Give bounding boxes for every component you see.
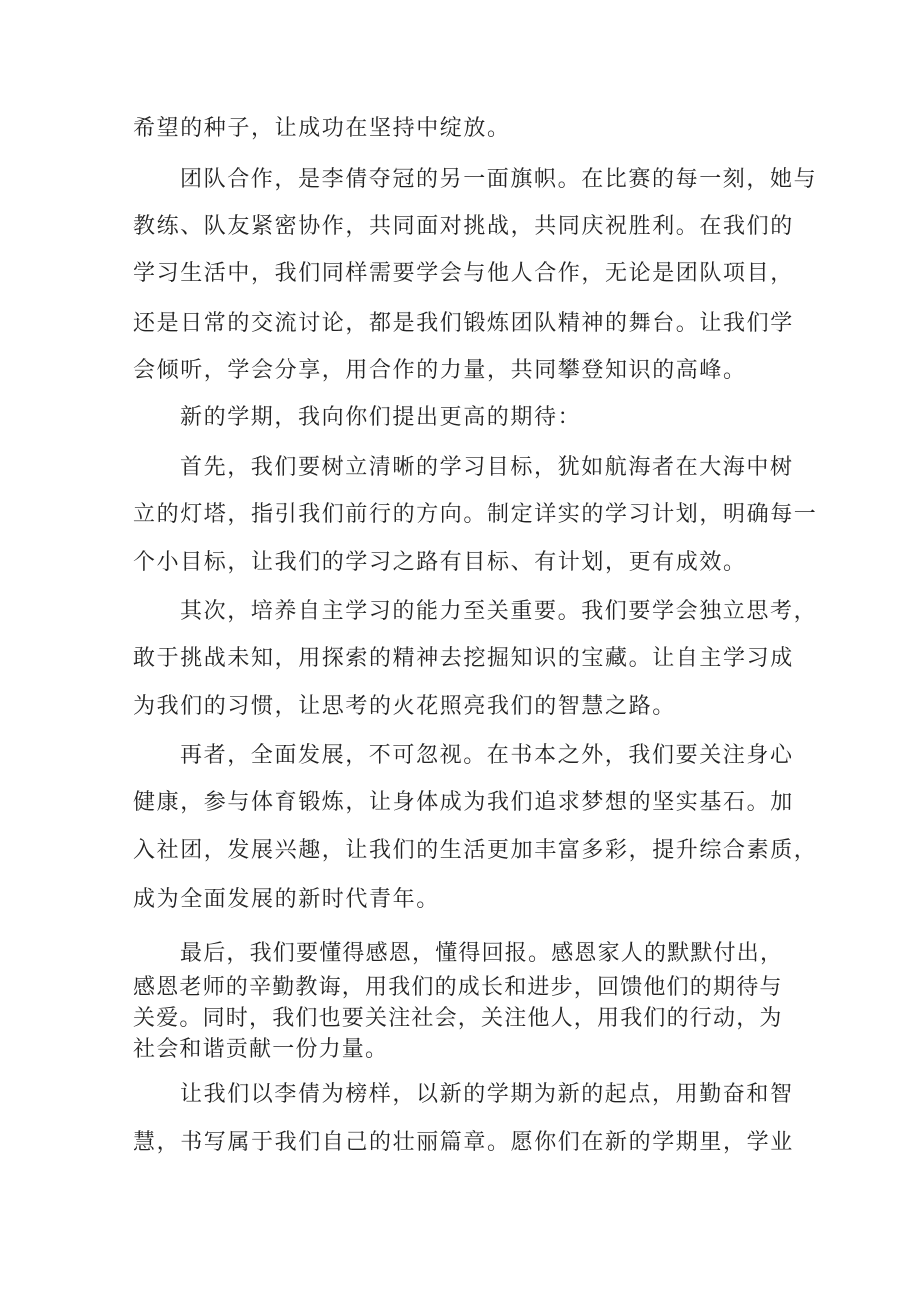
text-line-7: 新的学期，我向你们提出更高的期待： — [180, 405, 582, 430]
text-line-13: 为我们的习惯，让思考的火花照亮我们的智慧之路。 — [133, 694, 676, 719]
text-line-15: 健康，参与体育锻炼，让身体成为我们追求梦想的坚实基石。加 — [133, 790, 794, 815]
text-line-18: 最后，我们要懂得感恩，懂得回报。感恩家人的默默付出， — [180, 941, 784, 966]
text-line-12: 敢于挑战未知，用探索的精神去挖掘知识的宝藏。让自主学习成 — [133, 646, 794, 671]
text-line-14: 再者，全面发展，不可忽视。在书本之外，我们要关注身心 — [180, 743, 794, 768]
text-line-1: 希望的种子，让成功在坚持中绽放。 — [133, 116, 511, 141]
text-line-23: 慧，书写属于我们自己的壮丽篇章。愿你们在新的学期里，学业 — [133, 1130, 794, 1155]
text-line-19: 感恩老师的辛勤教诲，用我们的成长和进步，回馈他们的期待与 — [133, 975, 783, 1000]
text-line-4: 学习生活中，我们同样需要学会与他人合作，无论是团队项目， — [133, 261, 794, 286]
text-line-21: 社会和谐贡献一份力量。 — [133, 1037, 389, 1062]
text-line-22: 让我们以李倩为榜样，以新的学期为新的起点，用勤奋和智 — [180, 1082, 794, 1107]
text-line-9: 立的灯塔，指引我们前行的方向。制定详实的学习计划，明确每一 — [133, 502, 818, 527]
text-line-16: 入社团，发展兴趣，让我们的生活更加丰富多彩，提升综合素质， — [133, 838, 818, 863]
text-line-20: 关爱。同时，我们也要关注社会，关注他人，用我们的行动，为 — [133, 1006, 783, 1031]
text-line-6: 会倾听，学会分享，用合作的力量，共同攀登知识的高峰。 — [133, 358, 747, 383]
text-line-17: 成为全面发展的新时代青年。 — [133, 887, 440, 912]
text-line-8: 首先，我们要树立清晰的学习目标，犹如航海者在大海中树 — [180, 455, 794, 480]
text-line-5: 还是日常的交流讨论，都是我们锻炼团队精神的舞台。让我们学 — [133, 311, 794, 336]
text-line-2: 团队合作，是李倩夺冠的另一面旗帜。在比赛的每一刻，她与 — [180, 167, 818, 192]
text-line-3: 教练、队友紧密协作，共同面对挑战，共同庆祝胜利。在我们的 — [133, 214, 794, 239]
text-line-10: 个小目标，让我们的学习之路有目标、有计划，更有成效。 — [133, 550, 747, 575]
text-line-11: 其次，培养自主学习的能力至关重要。我们要学会独立思考， — [180, 599, 818, 624]
